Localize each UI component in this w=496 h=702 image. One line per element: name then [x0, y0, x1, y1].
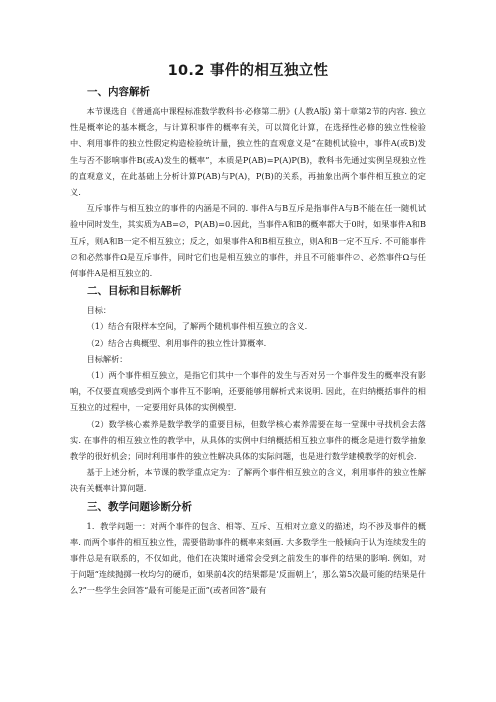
paragraph: 基于上述分析，本节课的教学重点定为：了解两个事件相互独立的含义，利用事件的独立性解决有关概率计算问题.	[70, 467, 426, 494]
section-heading: 二、目标和目标解析	[87, 285, 182, 298]
document-title: 10.2 事件的相互独立性	[167, 63, 329, 79]
paragraph: （2）数学核心素养是数学教学的重要目标，但数学核心素养需要在每一堂课中寻找机会去落实. 在事件的相互独立性的教学中，从具体的实例中归纳概括相互独立事件的概念是进行数学抽象教学的很好机会；同时利用事件的独立性解决具体的实际问题，也是进行数学建模教学的好机会.	[70, 418, 426, 462]
paragraph: （2）结合古典概型、利用事件的独立性计算概率.	[86, 337, 267, 348]
paragraph: 目标解析：	[86, 353, 128, 364]
section-heading: 三、教学问题诊断分析	[87, 500, 192, 513]
document-body	[70, 84, 426, 599]
section-heading: 一、内容解析	[87, 86, 150, 98]
paragraph: （1）结合有限样本空间，了解两个随机事件相互独立的含义.	[86, 321, 308, 332]
paragraph: （1）两个事件相互独立，是指它们其中一个事件的发生与否对另一个事件发生的概率没有影响，不仅要直观感受到两个事件互不影响，还要能够用解析式来说明. 因此，在归纳概括事件的相互独立的过程中，一定要用好具体的实例模型.	[70, 370, 426, 413]
paragraph: 1．教学问题一：对两个事件的包含、相等、互斥、互相对立意义的描述，均不涉及事件的概率. 而两个事件的相互独立性，需要借助事件的概率来刻画. 大多数学生一般倾向于认为连续发生的事件总是有联系的，不仅如此，他们在决策时通常会受到之前发生的事件的结果的影响. 例如，对于问题“连续抛掷一枚均匀的硬币，如果前4次的结果都是‘反面朝上’，那么第5次最可能的结果是什么?”一些学生会回答“最有可能是正面”(或者回答“最有	[70, 520, 426, 596]
paragraph: 目标：	[86, 305, 112, 316]
paragraph: 本节课选自《普通高中课程标准数学教科书·必修第二册》(人教A版) 第十章第2节的内容. 独立性是概率论的基本概念，与计算积事件的概率有关，可以简化计算，在选择性必修的独立性检验中、利用事件的独立性假定构造检验统计量，独立性的直观意义是“在随机试验中，事件A(或B)发生与否不影响事件B(或A)发生的概率”，本质是P(AB)=P(A)P(B)，教科书先通过实例呈现独立性的直观意义，在此基础上分析计算P(AB)与P(A)，P(B)的关系，再抽象出两个事件相互独立的定义.	[70, 106, 426, 198]
paragraph: 互斥事件与相互独立的事件的内涵是不同的. 事件A与B互斥是指事件A与B不能在任一随机试验中同时发生，其实质为AB=∅，P(AB)=0.因此，当事件A和B的概率都大于0时，如果事件A和B互斥，则A和B一定不相互独立；反之，如果事件A和B相互独立，则A和B一定不互斥. 不可能事件∅和必然事件Ω是互斥事件，同时它们也是相互独立的事件，并且不可能事件∅、必然事件Ω与任何事件A是相互独立的.	[70, 203, 426, 279]
